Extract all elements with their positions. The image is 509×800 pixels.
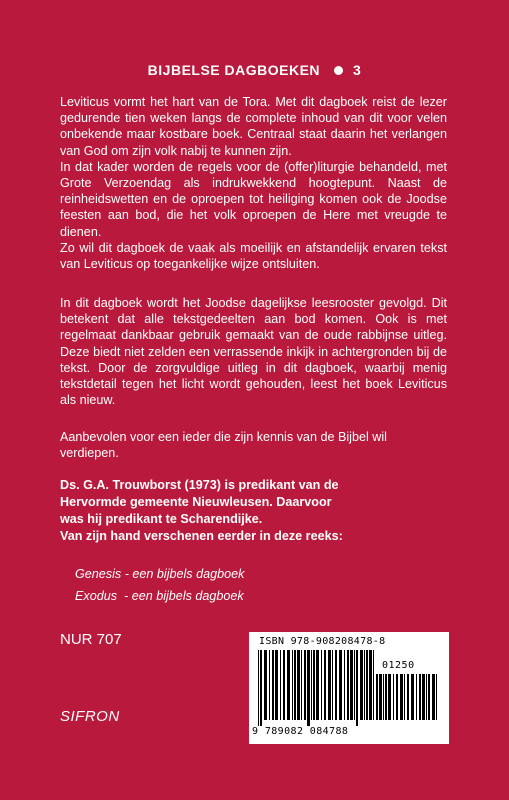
barcode-icon bbox=[258, 650, 378, 726]
blurb-paragraph: Aanbevolen voor een ieder die zijn kennis van de Bijbel wil verdiepen. bbox=[60, 430, 387, 461]
publisher-name: SIFRON bbox=[60, 708, 120, 725]
isbn-text: ISBN 978-908208478-8 bbox=[259, 636, 386, 647]
blurb-section-3 bbox=[60, 429, 447, 461]
nur-code: NUR 707 bbox=[60, 631, 122, 648]
bullet-icon bbox=[334, 66, 343, 75]
author-line: Ds. G.A. Trouwborst (1973) is predikant van de bbox=[60, 478, 339, 492]
series-number: 3 bbox=[353, 62, 362, 78]
author-line: Van zijn hand verschenen eerder in deze reeks: bbox=[60, 529, 343, 543]
ean-text: 9 789082 084788 bbox=[252, 726, 349, 737]
blurb-section-1 bbox=[60, 94, 447, 272]
blurb-paragraph: In dit dagboek wordt het Joodse dagelijkse leesrooster gevolgd. Dit betekent dat alle tekstgedeelten aan bod komen. Ook is met regelmaat dankbaar gebruik gemaakt van de oude rabbijnse uitleg. Deze biedt niet zelden een verrassende inkijk in achtergronden bij de tekst. Door de zorgvuldige uitleg in dit dagboek, waarbij menig tekstdetail tegen het licht wordt gehouden, leest het boek Leviticus als nieuw. bbox=[60, 296, 447, 408]
blurb-paragraph: Zo wil dit dagboek de vaak als moeilijk en afstandelijk ervaren tekst van Leviticus op toegankelijke wijze ontsluiten. bbox=[60, 240, 447, 272]
author-bio bbox=[60, 477, 460, 545]
author-line: was hij predikant te Scharendijke. bbox=[60, 512, 263, 526]
blurb-section-2 bbox=[60, 295, 447, 408]
author-line: Hervormde gemeente Nieuwleusen. Daarvoor bbox=[60, 495, 332, 509]
blurb-paragraph: Leviticus vormt het hart van de Tora. Met dit dagboek reist de lezer gedurende tien weken langs de complete inhoud van dit voor velen onbekende maar kostbare boek. Centraal staat daarin het verlangen van God om zijn volk nabij te kunnen zijn. bbox=[60, 95, 447, 158]
addon-barcode-icon bbox=[373, 674, 443, 734]
book-title: Genesis - een bijbels dagboek bbox=[75, 567, 245, 581]
series-name: BIJBELSE DAGBOEKEN bbox=[147, 62, 321, 78]
price-code: 01250 bbox=[382, 660, 415, 671]
series-title bbox=[0, 62, 509, 78]
book-title: Exodus - een bijbels dagboek bbox=[75, 589, 244, 603]
previous-books-list bbox=[75, 563, 244, 607]
blurb-paragraph: In dat kader worden de regels voor de (offer)liturgie behandeld, met Grote Verzoendag als indrukwekkend hoogtepunt. Naast de reinheidswetten en de oproepen tot heiliging komen ook de Joodse feesten aan bod, die het volk oproepen de Here met vreugde te dienen. bbox=[60, 159, 447, 239]
